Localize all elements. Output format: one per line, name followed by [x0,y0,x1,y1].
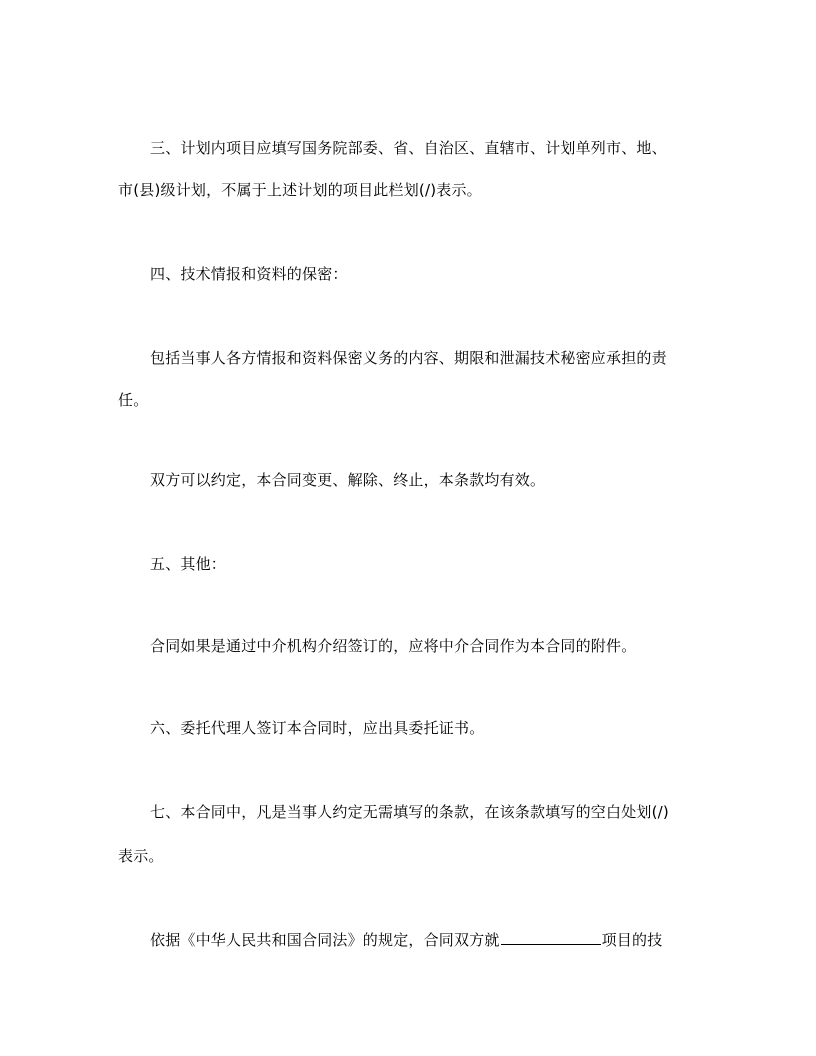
project-name-blank[interactable] [501,930,601,945]
paragraph-item-7-line-1: 七、本合同中，凡是当事人约定无需填写的条款，在该条款填写的空白处划(/) [150,803,669,821]
paragraph-item-3-line-2: 市(县)级计划，不属于上述计划的项目此栏划(/)表示。 [118,181,482,199]
paragraph-contract-basis [150,930,662,950]
paragraph-intermediary: 合同如果是通过中介机构介绍签订的，应将中介合同作为本合同的附件。 [150,637,637,655]
paragraph-item-7-line-2: 表示。 [118,847,164,865]
paragraph-item-3-line-1: 三、计划内项目应填写国务院部委、省、自治区、直辖市、计划单列市、地、 [150,139,667,157]
section-heading-5: 五、其他： [150,555,227,573]
paragraph-item-6: 六、委托代理人签订本合同时，应出具委托证书。 [150,719,485,737]
contract-basis-text-before: 依据《中华人民共和国合同法》的规定，合同双方就 [150,931,500,949]
paragraph-confidentiality-line-2: 任。 [118,391,149,409]
paragraph-confidentiality-line-1: 包括当事人各方情报和资料保密义务的内容、期限和泄漏技术秘密应承担的责 [150,349,667,367]
paragraph-validity: 双方可以约定，本合同变更、解除、终止，本条款均有效。 [150,471,546,489]
contract-basis-text-after: 项目的技 [601,931,663,949]
section-heading-4: 四、技术情报和资料的保密： [150,265,348,283]
